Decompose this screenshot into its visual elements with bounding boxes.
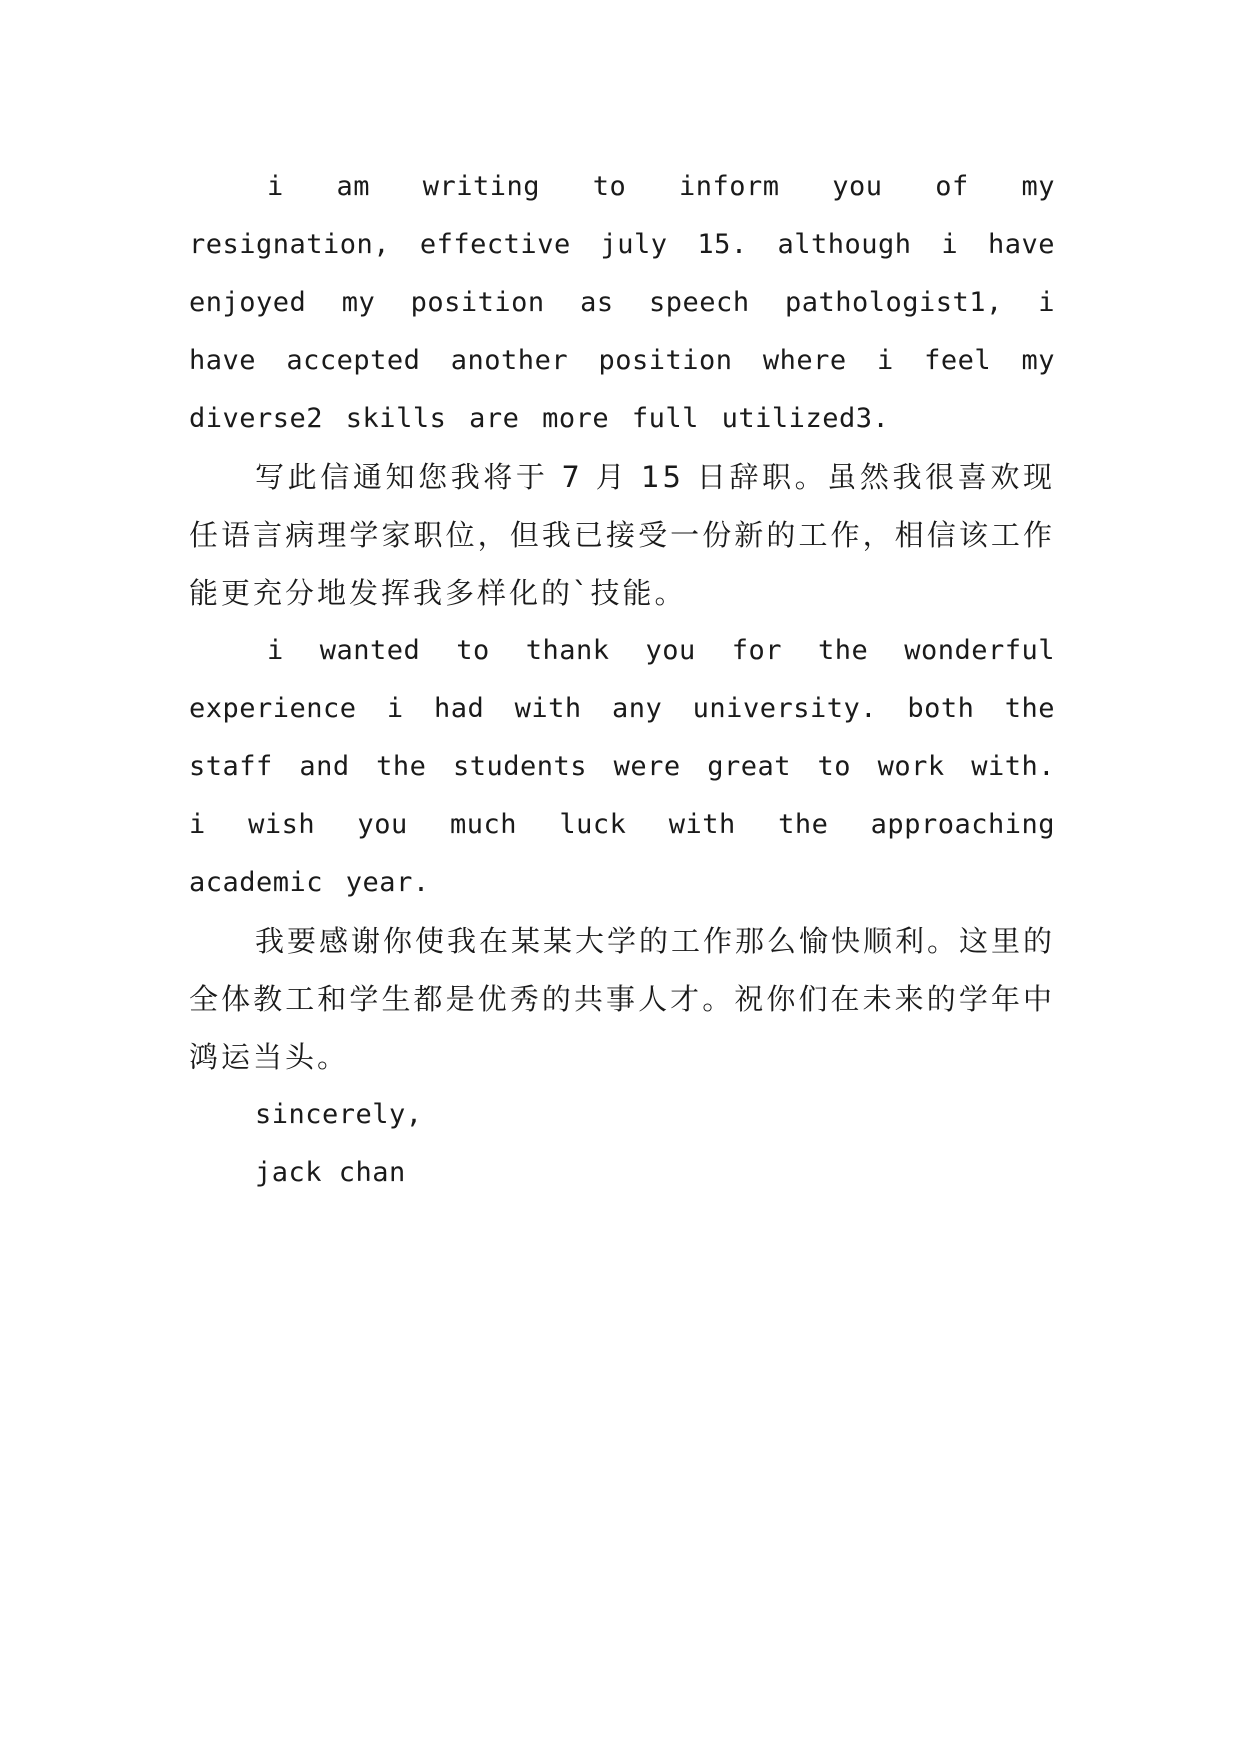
paragraph-chinese-1: 写此信通知您我将于 7 月 15 日辞职。虽然我很喜欢现任语言病理学家职位，但我已接受一份新的工作，相信该工作能更充分地发挥我多样化的`技能。	[189, 460, 1055, 610]
signature-name: jack chan	[255, 1157, 406, 1188]
paragraph-chinese-2: 我要感谢你使我在某某大学的工作那么愉快顺利。这里的全体教工和学生都是优秀的共事人才。祝你们在未来的学年中鸿运当头。	[189, 924, 1056, 1074]
closing-text: sincerely,	[255, 1099, 423, 1130]
paragraph-english-2: i wanted to thank you for the wonderful experience i had with any university. both the staff and the students were great to work with. i wish you much luck with the approaching academic year.	[189, 635, 1055, 898]
paragraph-english-1: i am writing to inform you of my resignation, effective july 15. although i have enjoyed my position as speech pathologist1, i have accepted another position where i feel my diverse2 skills are more full utilized3.	[189, 171, 1055, 434]
